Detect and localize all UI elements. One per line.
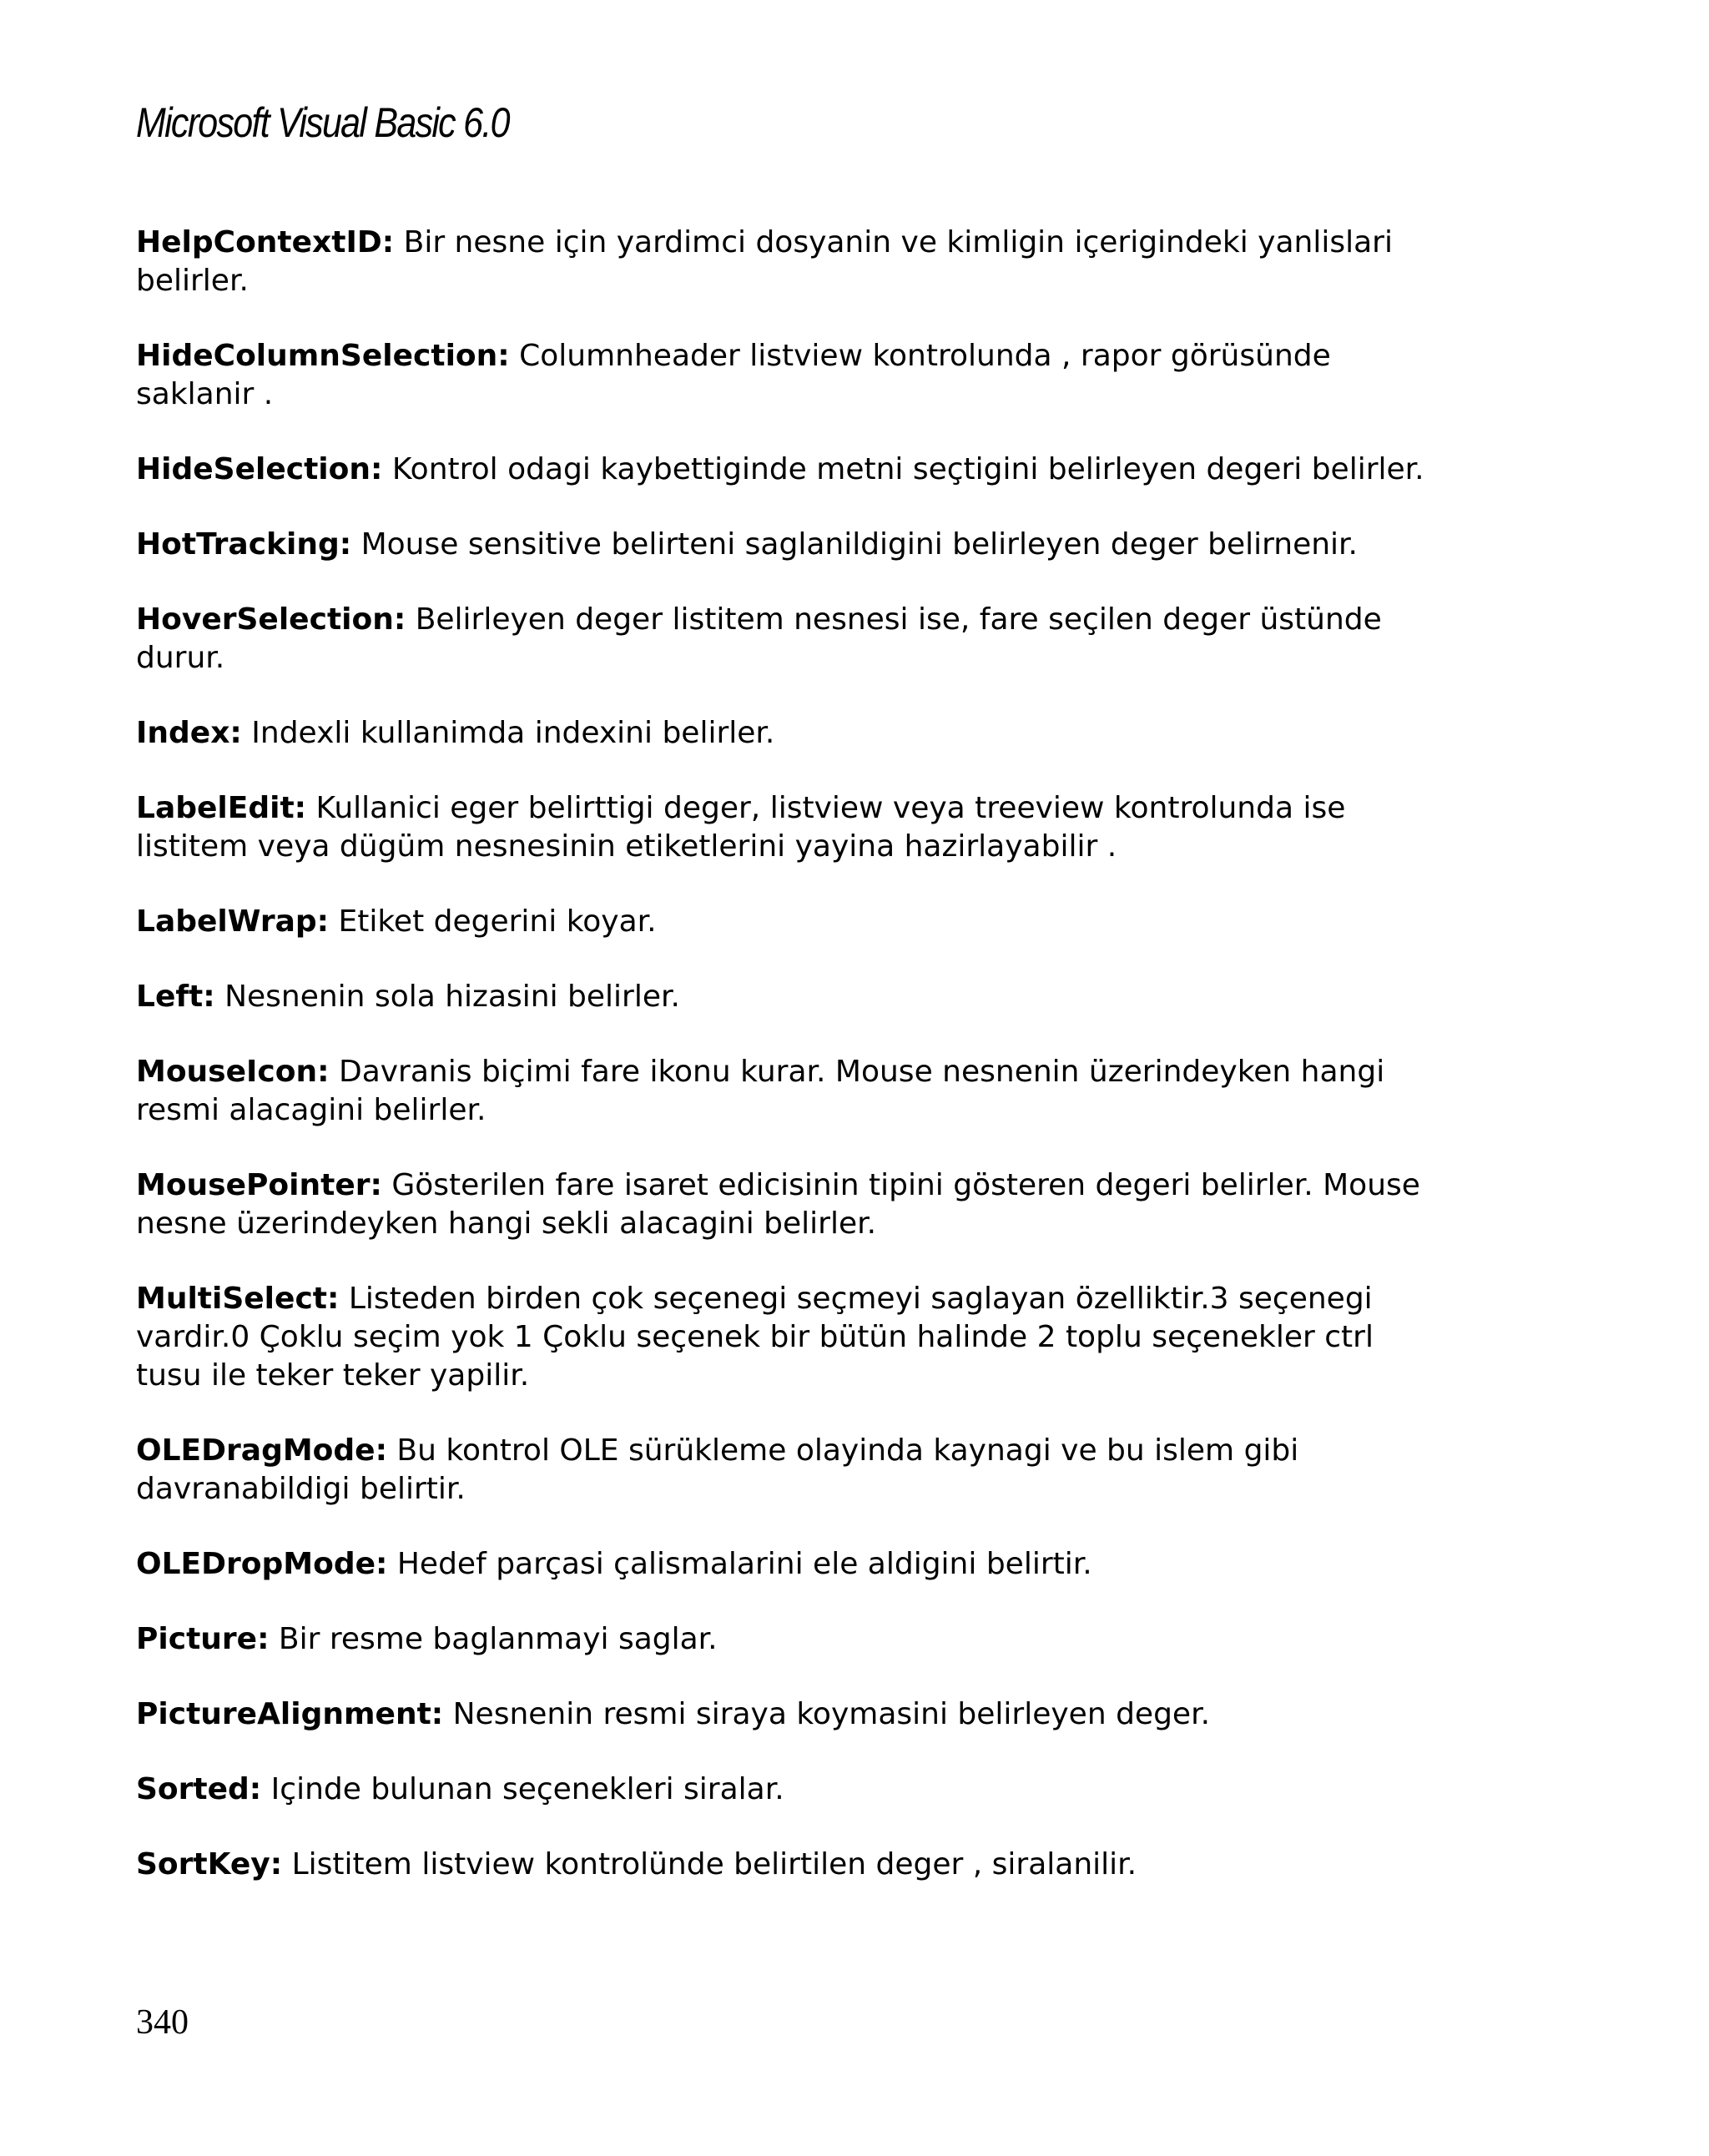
property-term: LabelWrap: <box>136 904 330 939</box>
property-entry-hottracking <box>136 526 1438 564</box>
property-description: Bir resme baglanmayi saglar. <box>269 1622 718 1656</box>
property-term: MouseIcon: <box>136 1055 330 1089</box>
property-entry-sorted <box>136 1771 1438 1809</box>
property-description: Listeden birden çok seçenegi seçmeyi saglayan özelliktir.3 seçenegi vardir.0 Çoklu seçim yok 1 Çoklu seçenek bir bütün halinde 2 toplu seçenekler ctrl tusu ile teker teker yapilir. <box>136 1282 1374 1393</box>
property-term: MousePointer: <box>136 1168 382 1202</box>
property-description: Listitem listview kontrolünde belirtilen deger , siralanilir. <box>282 1847 1137 1881</box>
property-description: Nesnenin resmi siraya koymasini belirleyen deger. <box>443 1697 1211 1731</box>
property-description: Davranis biçimi fare ikonu kurar. Mouse nesnenin üzerindeyken hangi resmi alacagini belirler. <box>136 1055 1385 1127</box>
property-entry-left <box>136 978 1438 1016</box>
property-description: Kontrol odagi kaybettiginde metni seçtigini belirleyen degeri belirler. <box>382 452 1424 486</box>
property-term: OLEDragMode: <box>136 1433 387 1468</box>
property-description: Hedef parçasi çalismalarini ele aldigini belirtir. <box>387 1547 1092 1581</box>
property-term: PictureAlignment: <box>136 1697 444 1731</box>
property-description: Bu kontrol OLE sürükleme olayinda kaynagi ve bu islem gibi davranabildigi belirtir. <box>136 1433 1299 1506</box>
property-description: Indexli kullanimda indexini belirler. <box>241 716 775 750</box>
property-entry-oledropmode <box>136 1545 1438 1584</box>
property-entry-picturealignment <box>136 1695 1438 1734</box>
property-term: Left: <box>136 980 215 1014</box>
property-entry-sortkey <box>136 1846 1438 1884</box>
property-entry-mouseicon <box>136 1053 1438 1130</box>
property-entry-picture <box>136 1620 1438 1659</box>
property-term: HideSelection: <box>136 452 383 486</box>
property-term: HelpContextID: <box>136 225 395 259</box>
property-description: Nesnenin sola hizasini belirler. <box>214 980 680 1014</box>
property-description: Mouse sensitive belirteni saglanildigini belirleyen deger belirnenir. <box>351 527 1358 562</box>
property-term: LabelEdit: <box>136 791 307 825</box>
property-entry-hoverselection <box>136 601 1438 678</box>
property-entry-labeledit <box>136 789 1438 866</box>
property-entry-mousepointer <box>136 1166 1438 1243</box>
property-term: OLEDropMode: <box>136 1547 388 1581</box>
property-entry-helpcontextid <box>136 224 1438 300</box>
page-number: 340 <box>136 2003 189 2042</box>
property-description: Columnheader listview kontrolunda , rapor görüsünde saklanir . <box>136 339 1331 411</box>
property-description: Gösterilen fare isaret edicisinin tipini gösteren degeri belirler. Mouse nesne üzerindeyken hangi sekli alacagini belirler. <box>136 1168 1420 1241</box>
property-entry-oledragmode <box>136 1432 1438 1509</box>
property-term: HotTracking: <box>136 527 352 562</box>
property-description: Bir nesne için yardimci dosyanin ve kimligin içerigindeki yanlislari belirler. <box>136 225 1393 298</box>
property-entry-index <box>136 714 1438 753</box>
property-entry-multiselect <box>136 1280 1438 1395</box>
header-title: Microsoft Visual Basic 6.0 <box>136 99 509 146</box>
property-entry-hideselection <box>136 451 1438 489</box>
property-term: Picture: <box>136 1622 270 1656</box>
property-term: HoverSelection: <box>136 602 406 637</box>
property-description: Belirleyen deger listitem nesnesi ise, fare seçilen deger üstünde durur. <box>136 602 1382 675</box>
property-term: SortKey: <box>136 1847 283 1881</box>
property-term: MultiSelect: <box>136 1282 340 1316</box>
property-entry-hidecolumnselection <box>136 337 1438 414</box>
property-term: Index: <box>136 716 242 750</box>
property-list <box>136 224 1438 1921</box>
property-description: Kullanici eger belirttigi deger, listview veya treeview kontrolunda ise listitem veya dügüm nesnesinin etiketlerini yayina hazirlayabilir . <box>136 791 1346 864</box>
property-description: Içinde bulunan seçenekleri siralar. <box>261 1772 784 1806</box>
property-term: HideColumnSelection: <box>136 339 510 373</box>
property-entry-labelwrap <box>136 903 1438 941</box>
property-description: Etiket degerini koyar. <box>329 904 657 939</box>
property-term: Sorted: <box>136 1772 262 1806</box>
